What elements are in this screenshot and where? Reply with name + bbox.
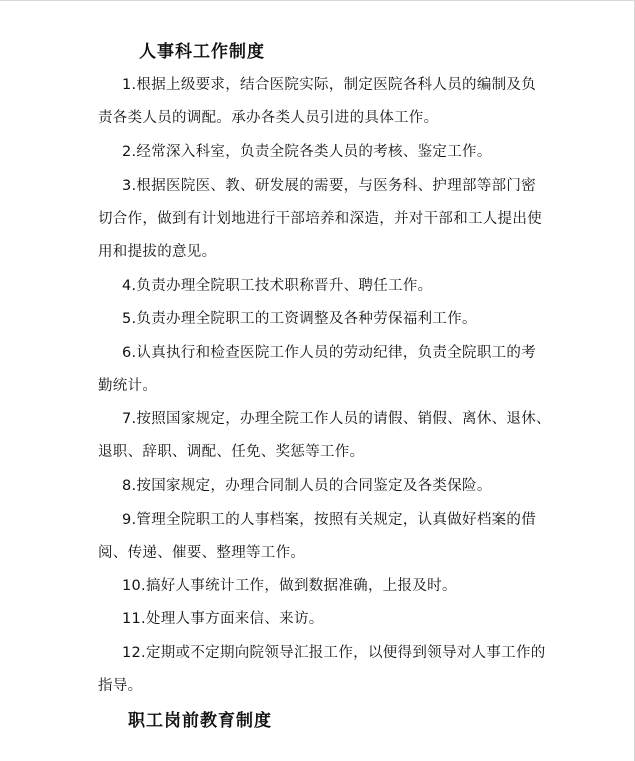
paragraph-line: 1.根据上级要求，结合医院实际，制定医院各科人员的编制及负 [122, 77, 537, 93]
paragraph-line: 9.管理全院职工的人事档案，按照有关规定，认真做好档案的借 [122, 512, 537, 528]
paragraph-line: 责各类人员的调配。承办各类人员引进的具体工作。 [98, 110, 439, 126]
paragraph-line: 4.负责办理全院职工技术职称晋升、聘任工作。 [122, 278, 433, 294]
section-title: 人事科工作制度 [139, 42, 265, 62]
paragraph-line: 退职、辞职、调配、任免、奖惩等工作。 [98, 444, 365, 460]
paragraph-line: 3.根据医院医、教、研发展的需要，与医务科、护理部等部门密 [122, 178, 537, 194]
next-section-title: 职工岗前教育制度 [128, 711, 272, 731]
paragraph-line: 指导。 [98, 678, 143, 694]
paragraph-line: 6.认真执行和检查医院工作人员的劳动纪律，负责全院职工的考 [122, 345, 537, 361]
paragraph-line: 2.经常深入科室，负责全院各类人员的考核、鉴定工作。 [122, 144, 492, 160]
paragraph-line: 勤统计。 [98, 378, 158, 394]
paragraph-line: 切合作，做到有计划地进行干部培养和深造，并对干部和工人提出使 [98, 211, 542, 227]
paragraph-line: 7.按照国家规定，办理全院工作人员的请假、销假、离休、退休、 [122, 411, 551, 427]
paragraph-line: 12.定期或不定期向院领导汇报工作，以便得到领导对人事工作的 [122, 645, 546, 661]
paragraph-line: 8.按国家规定，办理合同制人员的合同鉴定及各类保险。 [122, 478, 492, 494]
paragraph-line: 用和提拔的意见。 [98, 244, 217, 260]
paragraph-line: 5.负责办理全院职工的工资调整及各种劳保福利工作。 [122, 311, 477, 327]
paragraph-line: 10.搞好人事统计工作，做到数据准确，上报及时。 [122, 578, 457, 594]
paragraph-line: 11.处理人事方面来信、来访。 [122, 611, 324, 627]
paragraph-line: 阅、传递、催要、整理等工作。 [98, 545, 306, 561]
